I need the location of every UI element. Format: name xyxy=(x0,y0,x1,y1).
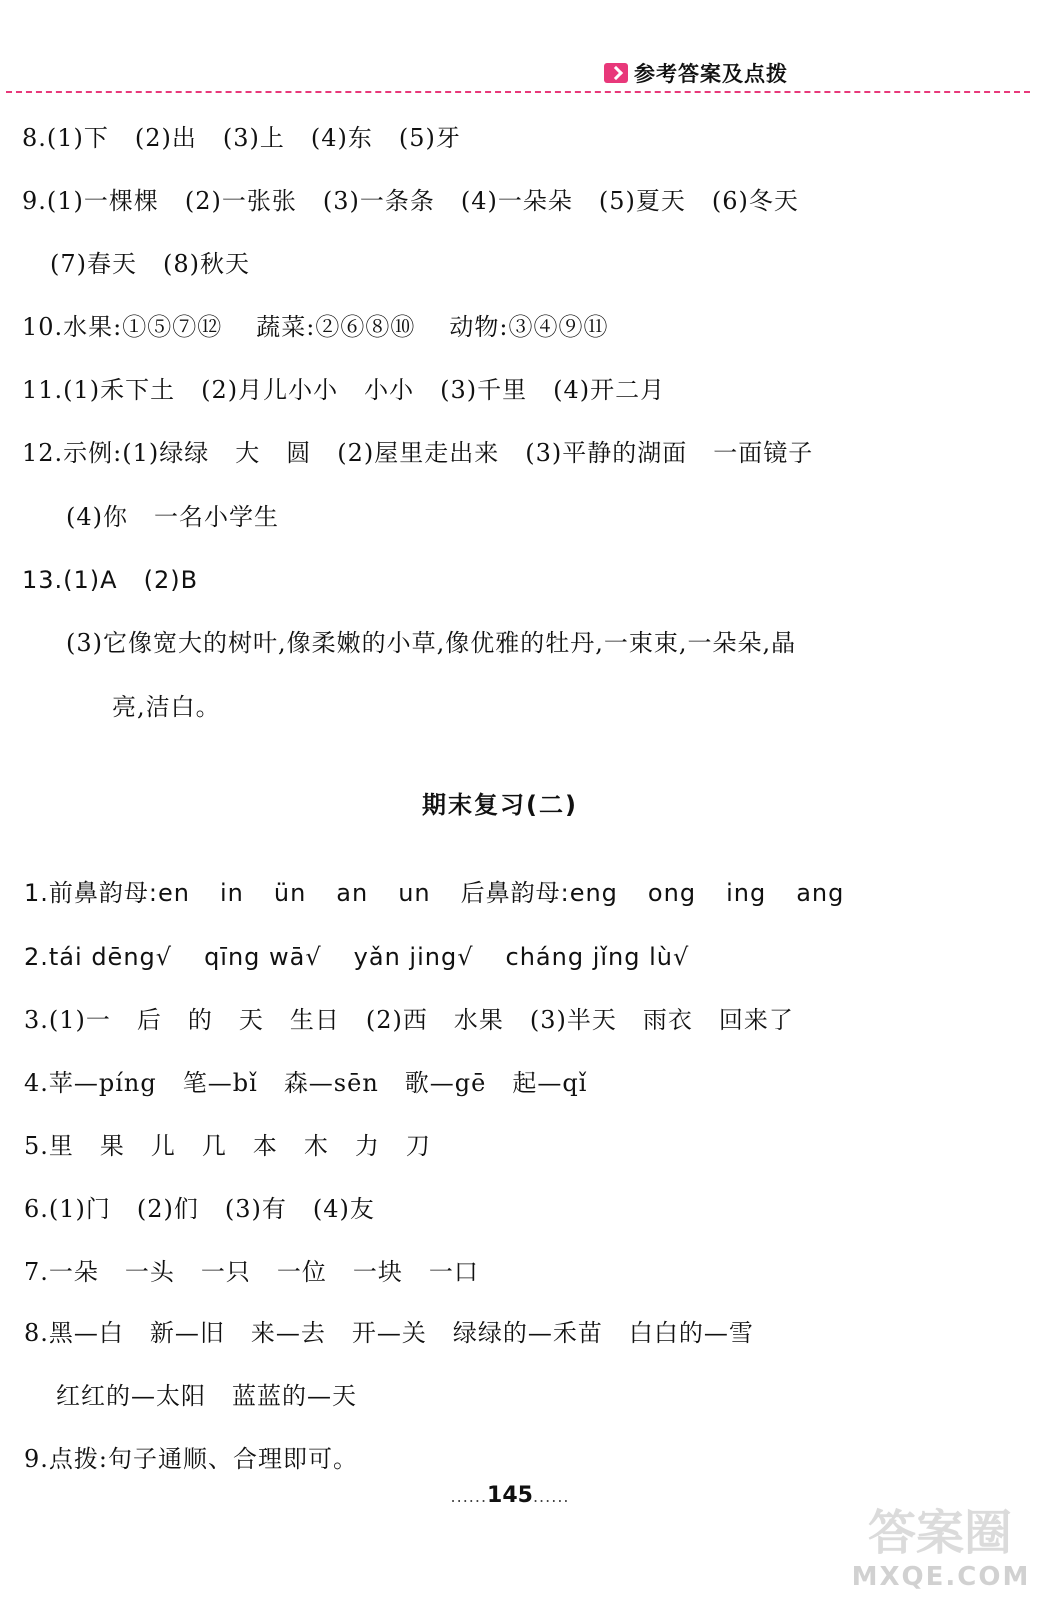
review-line-1 xyxy=(24,877,870,909)
answer-item: (4)友 xyxy=(312,1195,375,1223)
review-line-3 xyxy=(24,1004,820,1036)
answer-item: 11.(1)禾下土 xyxy=(22,376,176,404)
answer-item: 开—关 xyxy=(351,1319,427,1347)
answer-item: (4)东 xyxy=(310,124,373,152)
arrow-right-icon xyxy=(604,63,628,83)
answer-item: 13.(1)A xyxy=(22,566,118,594)
answer-item: 8.(1)下 xyxy=(22,124,109,152)
answer-item: 3.(1)一 xyxy=(24,1006,111,1034)
answer-item: ün xyxy=(273,879,307,907)
answer-line-9 xyxy=(22,185,825,217)
review-line-2 xyxy=(24,941,715,973)
answer-item: 歌—gē xyxy=(404,1069,487,1097)
answer-item: 力 xyxy=(354,1132,380,1160)
answer-item: (3)上 xyxy=(222,124,285,152)
answer-item: 一头 xyxy=(124,1258,175,1286)
answer-item: 绿绿的—禾苗 xyxy=(452,1319,603,1347)
answer-item: 儿 xyxy=(150,1132,176,1160)
answer-item: 回来了 xyxy=(718,1006,794,1034)
answer-item: 雨衣 xyxy=(642,1006,693,1034)
answer-item: (3)有 xyxy=(224,1195,287,1223)
header-title: 参考答案及点拨 xyxy=(634,62,788,86)
answer-line-13-3: (3)它像宽大的树叶,像柔嫩的小草,像优雅的牡丹,一束束,一朵朵,晶 xyxy=(66,629,797,657)
answer-item: 8.黑—白 xyxy=(24,1319,124,1347)
answer-item: 一面镜子 xyxy=(713,439,814,467)
header-divider xyxy=(6,91,1030,93)
answer-item: 水果 xyxy=(453,1006,504,1034)
answer-item: 笔—bǐ xyxy=(182,1069,258,1097)
answer-item: (5)牙 xyxy=(398,124,461,152)
review-line-6 xyxy=(24,1193,401,1225)
answer-item: 6.(1)门 xyxy=(24,1195,111,1223)
answer-item: 一只 xyxy=(200,1258,251,1286)
review-line-8 xyxy=(24,1317,780,1349)
section-title: 期末复习(二) xyxy=(422,791,578,819)
answer-item: 5.里 xyxy=(24,1132,74,1160)
answer-item: cháng jǐng lù√ xyxy=(505,943,690,971)
answer-item: (4)你 xyxy=(66,503,128,531)
page-number-value: 145 xyxy=(487,1483,533,1508)
watermark-logo xyxy=(846,1488,1036,1596)
answer-item: (6)冬天 xyxy=(711,187,799,215)
answer-item: 蔬菜:②⑥⑧⑩ xyxy=(256,313,416,341)
header-tag xyxy=(604,58,788,88)
watermark-mark: 答案圈 xyxy=(867,1505,1012,1561)
answer-line-11 xyxy=(22,374,691,406)
answer-item: in xyxy=(219,879,244,907)
answer-item: 生日 xyxy=(289,1006,340,1034)
answer-item: 9.(1)一棵棵 xyxy=(22,187,159,215)
answer-item: qīng wā√ xyxy=(204,943,322,971)
answer-item: 新—旧 xyxy=(149,1319,225,1347)
answer-item: ing xyxy=(726,879,767,907)
answer-item: 一位 xyxy=(276,1258,327,1286)
answer-item: (2)西 xyxy=(365,1006,428,1034)
answer-item: 后鼻韵母:eng xyxy=(460,879,618,907)
answer-item: 天 xyxy=(238,1006,264,1034)
page-number-dots-left: ...... xyxy=(450,1487,488,1506)
answer-item: (8)秋天 xyxy=(163,250,250,278)
answer-item: 小小 xyxy=(364,376,415,404)
answer-item: an xyxy=(336,879,369,907)
answer-item: 红红的—太阳 xyxy=(56,1382,206,1410)
answer-item: (4)一朵朵 xyxy=(460,187,573,215)
answer-item: (2)一张张 xyxy=(184,187,297,215)
review-line-9: 9.点拨:句子通顺、合理即可。 xyxy=(24,1445,358,1473)
watermark-site: MXQE.COM xyxy=(851,1562,1031,1592)
answer-item: 果 xyxy=(99,1132,125,1160)
page-number-dots-right: ...... xyxy=(532,1487,570,1506)
answer-item: 木 xyxy=(303,1132,329,1160)
answer-item: 本 xyxy=(252,1132,278,1160)
answer-item: 动物:③④⑨⑪ xyxy=(449,313,609,341)
answer-item: 森—sēn xyxy=(283,1069,379,1097)
answer-item: (5)夏天 xyxy=(598,187,686,215)
answer-item: (2)B xyxy=(143,566,199,594)
answer-item: 12.示例:(1)绿绿 xyxy=(22,439,210,467)
answer-item: 蓝蓝的—天 xyxy=(232,1382,357,1410)
answer-item: 后 xyxy=(136,1006,162,1034)
answer-item: 7.一朵 xyxy=(24,1258,99,1286)
answer-line-13 xyxy=(22,564,224,596)
answer-item: ong xyxy=(647,879,697,907)
answer-item: 一口 xyxy=(428,1258,479,1286)
answer-item: (7)春天 xyxy=(50,250,137,278)
answer-line-10 xyxy=(22,311,634,343)
answer-line-8 xyxy=(22,122,487,154)
answer-item: 刀 xyxy=(405,1132,431,1160)
answer-item: 一块 xyxy=(352,1258,403,1286)
answer-item: 10.水果:①⑤⑦⑫ xyxy=(22,313,223,341)
answer-item: (3)一条条 xyxy=(322,187,435,215)
answer-item: 几 xyxy=(201,1132,227,1160)
review-line-8-cont xyxy=(56,1380,383,1412)
answer-item: yǎn jing√ xyxy=(353,943,474,971)
answer-item: (2)月儿小小 xyxy=(201,376,339,404)
answer-item: 2.tái dēng√ xyxy=(24,943,173,971)
answer-item: 来—去 xyxy=(250,1319,326,1347)
answer-item: un xyxy=(398,879,431,907)
review-line-5 xyxy=(24,1130,457,1162)
answer-item: 4.苹—píng xyxy=(24,1069,157,1097)
answer-item: (2)们 xyxy=(136,1195,199,1223)
answer-item: ang xyxy=(796,879,845,907)
answer-line-13-3-cont: 亮,洁白。 xyxy=(112,693,221,721)
answer-item: 的 xyxy=(187,1006,213,1034)
answer-item: 大 xyxy=(235,439,261,467)
answer-item: 一名小学生 xyxy=(154,503,279,531)
answer-item: 起—qǐ xyxy=(512,1069,588,1097)
review-line-4 xyxy=(24,1067,613,1099)
answer-item: (3)半天 xyxy=(529,1006,617,1034)
answer-line-9-cont xyxy=(50,248,276,280)
page-header xyxy=(0,0,1044,100)
answer-line-12-cont xyxy=(66,501,305,533)
answer-item: 白白的—雪 xyxy=(628,1319,754,1347)
answer-line-12 xyxy=(22,437,839,469)
answer-item: (2)出 xyxy=(134,124,197,152)
answer-item: 圆 xyxy=(286,439,312,467)
answer-item: (4)开二月 xyxy=(553,376,666,404)
review-line-7 xyxy=(24,1256,505,1288)
answer-item: 1.前鼻韵母:en xyxy=(24,879,190,907)
answer-item: (3)千里 xyxy=(440,376,528,404)
answer-item: (3)平静的湖面 xyxy=(525,439,688,467)
answer-item: (2)屋里走出来 xyxy=(337,439,500,467)
